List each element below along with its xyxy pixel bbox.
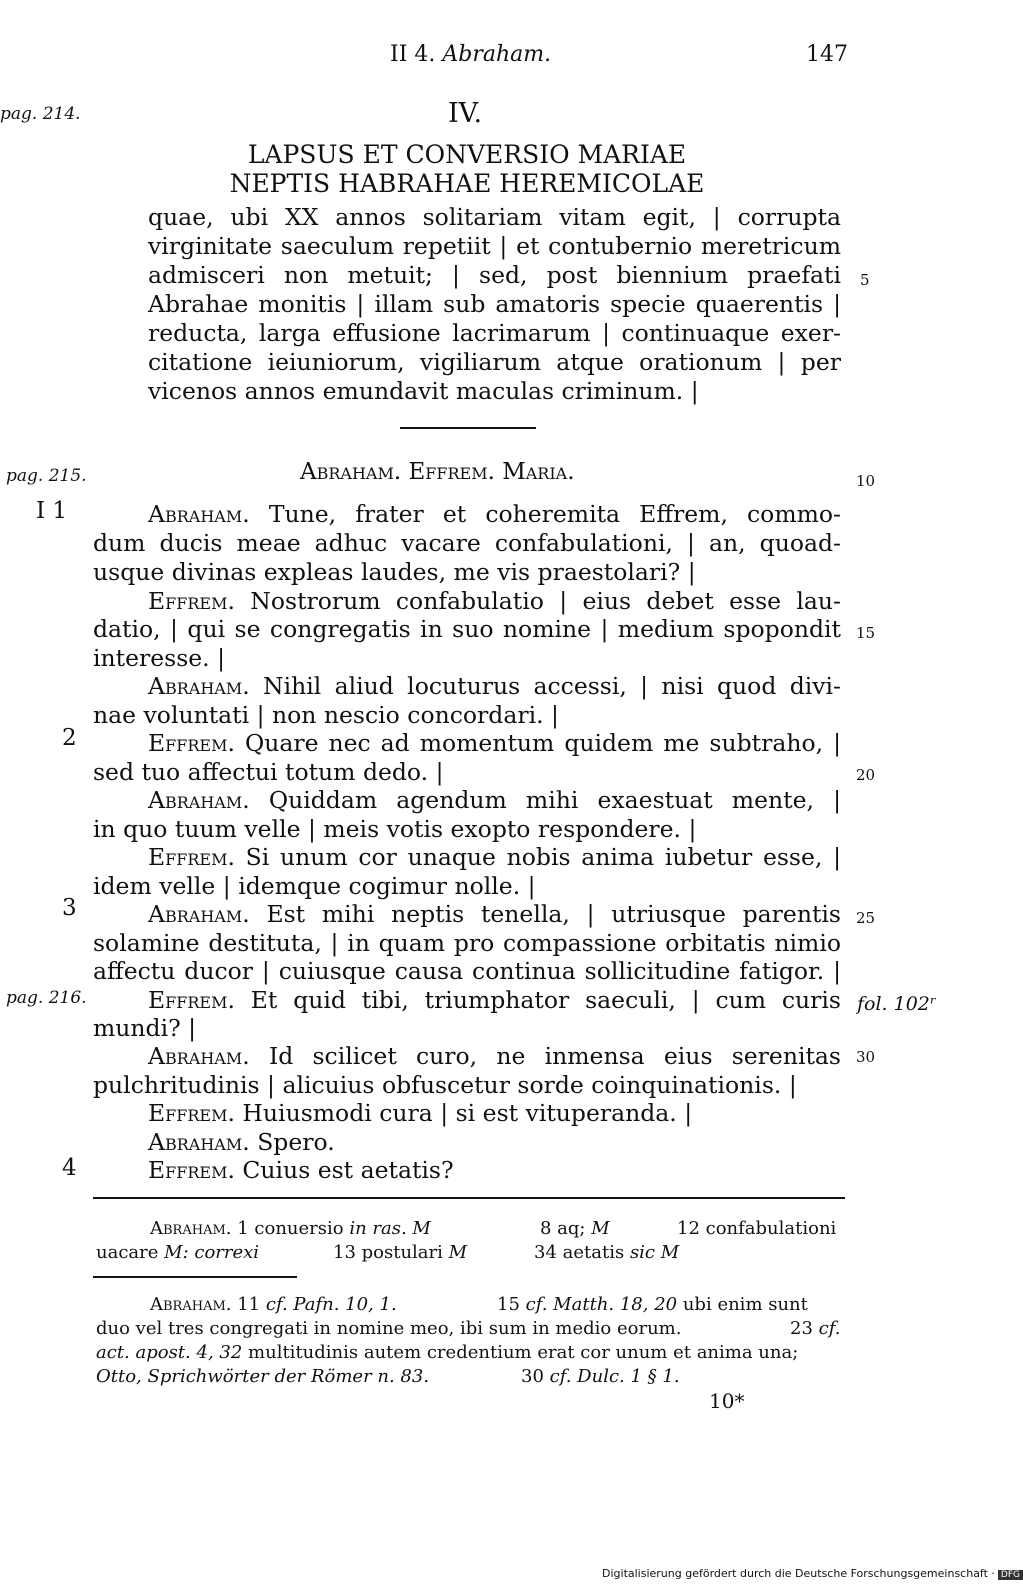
dialogue-line: nae voluntati | non nescio concordari. | (93, 701, 559, 729)
apparatus-entry: 8 aq; M (540, 1218, 610, 1239)
dialogue-line: idem velle | idemque cogimur nolle. | (93, 872, 536, 900)
apparatus-line-2: uacare M: correxi (96, 1242, 260, 1263)
sources-line-1: Abraham. 11 cf. Pafn. 10, 1. (150, 1294, 397, 1315)
speaker-abraham: Abraham. (148, 1128, 250, 1156)
argument-line: citatione ieiuniorum, vigiliarum atque orationum | per (148, 348, 841, 376)
speaker-effrem: Effrem. (148, 729, 235, 757)
dialogue-line: Abraham. Id scilicet curo, ne inmensa eius serenitas (148, 1042, 841, 1070)
speaker-abraham: Abraham. (148, 672, 250, 700)
header-section-number: II 4. (390, 42, 436, 67)
dialogue-line: in quo tuum velle | meis votis exopto respondere. | (93, 815, 697, 843)
apparatus-line-1: Abraham. 1 conuersio in ras. M (150, 1218, 431, 1239)
sources-entry: 15 cf. Matth. 18, 20 ubi enim sunt (497, 1294, 808, 1315)
dramatis-personae: Abraham. Effrem. Maria. (300, 459, 575, 485)
line-number-15: 15 (856, 624, 876, 642)
dialogue-line: usque divinas expleas laudes, me vis praestolari? | (93, 558, 696, 586)
heading-roman-numeral: IV. (448, 98, 483, 129)
sources-entry: 30 cf. Dulc. 1 § 1. (521, 1366, 680, 1387)
dialogue-line: affectu ducor | cuiusque causa continua sollicitudine fatigor. | (93, 957, 841, 985)
speaker-abraham: Abraham. (148, 500, 250, 528)
apparatus-entry: 34 aetatis sic M (534, 1242, 680, 1263)
speaker-effrem: Effrem. (148, 587, 235, 615)
section-number-3: 3 (62, 895, 77, 921)
argument-line: vicenos annos emundavit maculas criminum. | (148, 377, 699, 405)
argument-line: virginitate saeculum repetiit | et contubernio meretricum (148, 232, 841, 260)
speaker-abraham: Abraham. (148, 900, 250, 928)
sources-line-2: duo vel tres congregati in nomine meo, ibi sum in medio eorum. (96, 1318, 682, 1339)
dialogue-line: Abraham. Quiddam agendum mihi exaestuat mente, | (148, 786, 841, 814)
dialogue-line: dum ducis meae adhuc vacare confabulationi, | an, quoad- (93, 529, 841, 557)
dialogue-line: Effrem. Cuius est aetatis? (148, 1156, 454, 1184)
margin-pag-215: pag. 215. (6, 466, 87, 486)
speaker-abraham: Abraham. (148, 1042, 250, 1070)
dialogue-line: datio, | qui se congregatis in suo nomine | medium spopondit (93, 615, 841, 643)
line-number-20: 20 (856, 766, 876, 784)
dialogue-line: Abraham. Nihil aliud locuturus accessi, | nisi quod divi- (148, 672, 841, 700)
dialogue-line: Abraham. Tune, frater et coheremita Effrem, commo- (148, 500, 841, 528)
margin-pag-214: pag. 214. (0, 104, 81, 124)
speaker-abraham: Abraham. (148, 786, 250, 814)
section-number-1: I 1 (36, 498, 68, 524)
section-divider (400, 427, 536, 429)
apparatus-entry: 13 postulari M (333, 1242, 468, 1263)
running-header-section (390, 42, 551, 67)
argument-line: reducta, larga effusione lacrimarum | continuaque exer- (148, 319, 841, 347)
dialogue-line: solamine destituta, | in quam pro compassione orbitatis nimio (93, 929, 841, 957)
heading-title-line-2: NEPTIS HABRAHAE HEREMICOLAE (229, 169, 705, 198)
signature-mark: 10* (709, 1389, 745, 1413)
digitization-credit: Digitalisierung gefördert durch die Deutsche Forschungsgemeinschaft · DFG (602, 1567, 1023, 1580)
heading-title-line-1: LAPSUS ET CONVERSIO MARIAE (247, 140, 687, 169)
sources-line-3: act. apost. 4, 32 multitudinis autem credentium erat cor unum et anima una; (96, 1342, 799, 1363)
margin-pag-216: pag. 216. (6, 988, 87, 1008)
dialogue-line: Effrem. Et quid tibi, triumphator saeculi, | cum curis (148, 986, 841, 1014)
margin-fol-102r: fol. 102ʳ (857, 993, 937, 1015)
speaker-effrem: Effrem. (148, 1156, 235, 1184)
page-number: 147 (806, 42, 848, 67)
line-number-10: 10 (856, 472, 876, 490)
sources-entry: 23 cf. (790, 1318, 841, 1339)
dialogue-line: Effrem. Huiusmodi cura | si est vituperanda. | (148, 1099, 693, 1127)
dialogue-line: pulchritudinis | alicuius obfuscetur sorde coinquinationis. | (93, 1071, 797, 1099)
sources-rule (93, 1276, 297, 1278)
dialogue-line: Abraham. Est mihi neptis tenella, | utriusque parentis (148, 900, 841, 928)
dialogue-line: sed tuo affectui totum dedo. | (93, 758, 444, 786)
dialogue-line: Effrem. Nostrorum confabulatio | eius debet esse lau- (148, 587, 841, 615)
dialogue-line: Abraham. Spero. (148, 1128, 335, 1156)
speaker-effrem: Effrem. (148, 843, 235, 871)
argument-line: quae, ubi XX annos solitariam vitam egit, | corrupta (148, 203, 841, 231)
dialogue-line: Effrem. Si unum cor unaque nobis anima iubetur esse, | (148, 843, 841, 871)
dialogue-line: Effrem. Quare nec ad momentum quidem me subtraho, | (148, 729, 841, 757)
section-number-4: 4 (62, 1155, 77, 1181)
line-number-30: 30 (856, 1048, 876, 1066)
dfg-logo: DFG (998, 1570, 1023, 1580)
header-section-name: Abraham. (442, 42, 552, 67)
sources-line-4: Otto, Sprichwörter der Römer n. 83. (96, 1366, 430, 1387)
apparatus-rule (93, 1197, 845, 1199)
line-number-25: 25 (856, 909, 876, 927)
apparatus-entry: 12 confabulationi (677, 1218, 837, 1239)
argument-line: Abrahae monitis | illam sub amatoris specie quaerentis | (148, 290, 841, 318)
argument-line: admisceri non metuit; | sed, post biennium praefati (148, 261, 841, 289)
speaker-effrem: Effrem. (148, 1099, 235, 1127)
speaker-effrem: Effrem. (148, 986, 235, 1014)
line-number-5: 5 (860, 271, 870, 289)
dialogue-line: interesse. | (93, 644, 226, 672)
section-number-2: 2 (62, 725, 77, 751)
dialogue-line: mundi? | (93, 1014, 197, 1042)
